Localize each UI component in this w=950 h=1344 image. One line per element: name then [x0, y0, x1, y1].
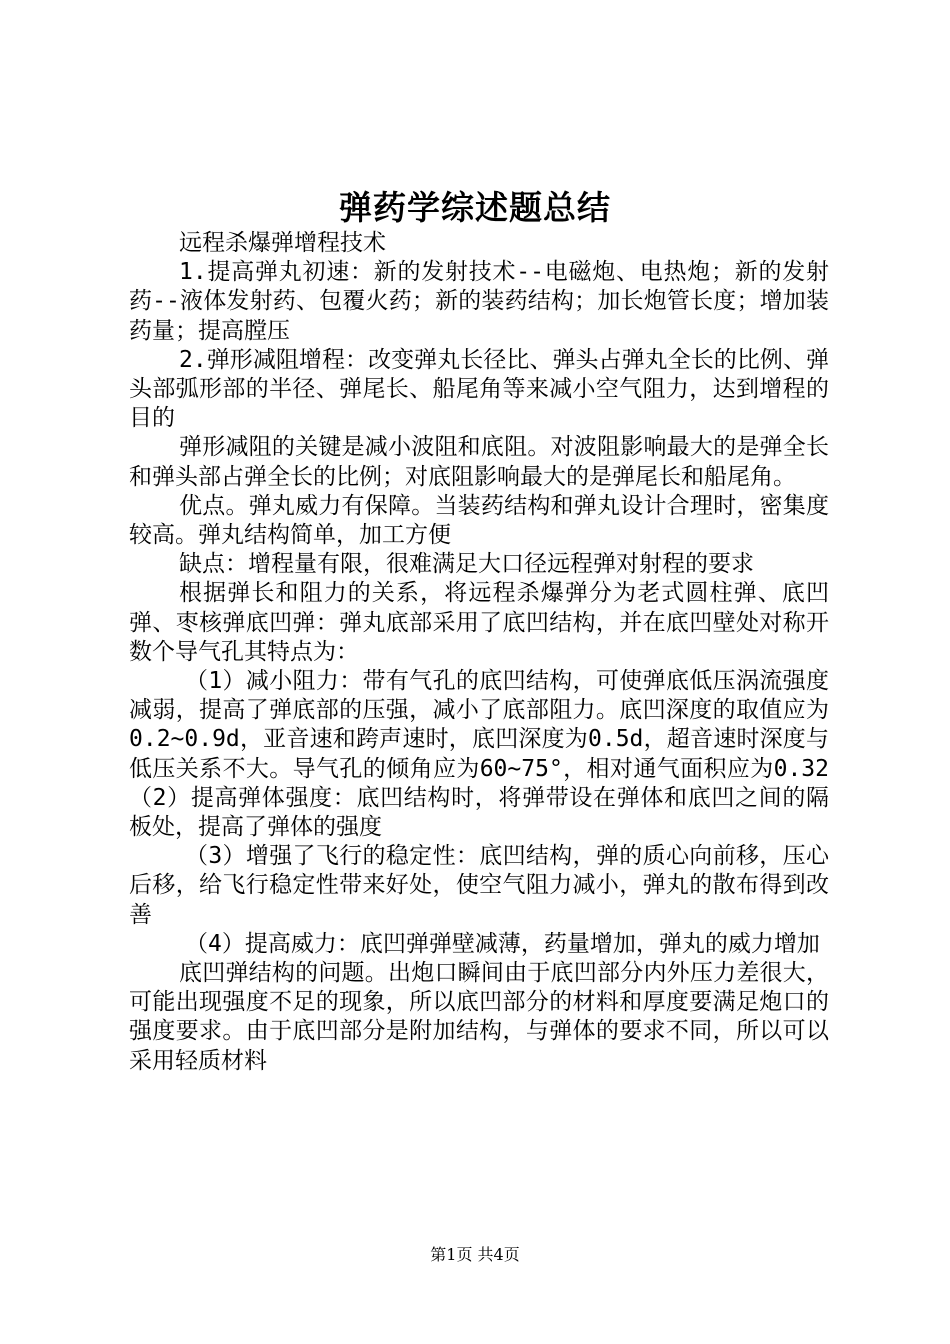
paragraph: （1）减小阻力：带有气孔的底凹结构，可使弹底低压涡流强度减弱，提高了弹底部的压强，减小了底部阻力。底凹深度的取值应为0.2~0.9d，亚音速和跨声速时，底凹深度为0.5d，超音速时深度与低压关系不大。导气孔的倾角应为60~75°，相对通气面积应为0.32（2）提高弹体强度：底凹结构时，将弹带设在弹体和底凹之间的隔板处，提高了弹体的强度 — [129, 668, 829, 841]
document-body — [129, 229, 829, 1076]
paragraph: 缺点：增程量有限，很难满足大口径远程弹对射程的要求 — [179, 551, 754, 578]
page-number-footer: 第1页 共4页 — [430, 1245, 520, 1264]
paragraph-heading: 远程杀爆弹增程技术 — [179, 230, 386, 256]
paragraph: （3）增强了飞行的稳定性：底凹结构，弹的质心向前移，压心后移，给飞行稳定性带来好处，使空气阻力减小，弹丸的散布得到改善 — [129, 843, 829, 928]
paragraph: 1.提高弹丸初速：新的发射技术--电磁炮、电热炮；新的发射药--液体发射药、包覆火药；新的装药结构；加长炮管长度；增加装药量；提高膛压 — [129, 259, 829, 344]
paragraph: 底凹弹结构的问题。出炮口瞬间由于底凹部分内外压力差很大，可能出现强度不足的现象，所以底凹部分的材料和厚度要满足炮口的强度要求。由于底凹部分是附加结构，与弹体的要求不同，所以可以采用轻质材料 — [129, 960, 829, 1074]
paragraph: 根据弹长和阻力的关系，将远程杀爆弹分为老式圆柱弹、底凹弹、枣核弹底凹弹：弹丸底部采用了底凹结构，并在底凹壁处对称开数个导气孔其特点为： — [129, 580, 829, 665]
paragraph: （4）提高威力：底凹弹弹壁减薄，药量增加，弹丸的威力增加 — [185, 930, 820, 957]
document-title: 弹药学综述题总结 — [339, 188, 611, 227]
paragraph: 弹形减阻的关键是减小波阻和底阻。对波阻影响最大的是弹全长和弹头部占弹全长的比例；对底阻影响最大的是弹尾长和船尾角。 — [129, 434, 829, 490]
paragraph: 优点。弹丸威力有保障。当装药结构和弹丸设计合理时，密集度较高。弹丸结构简单，加工方便 — [129, 492, 829, 549]
paragraph: 2.弹形减阻增程：改变弹丸长径比、弹头占弹丸全长的比例、弹头部弧形部的半径、弹尾长、船尾角等来减小空气阻力，达到增程的目的 — [129, 346, 829, 432]
